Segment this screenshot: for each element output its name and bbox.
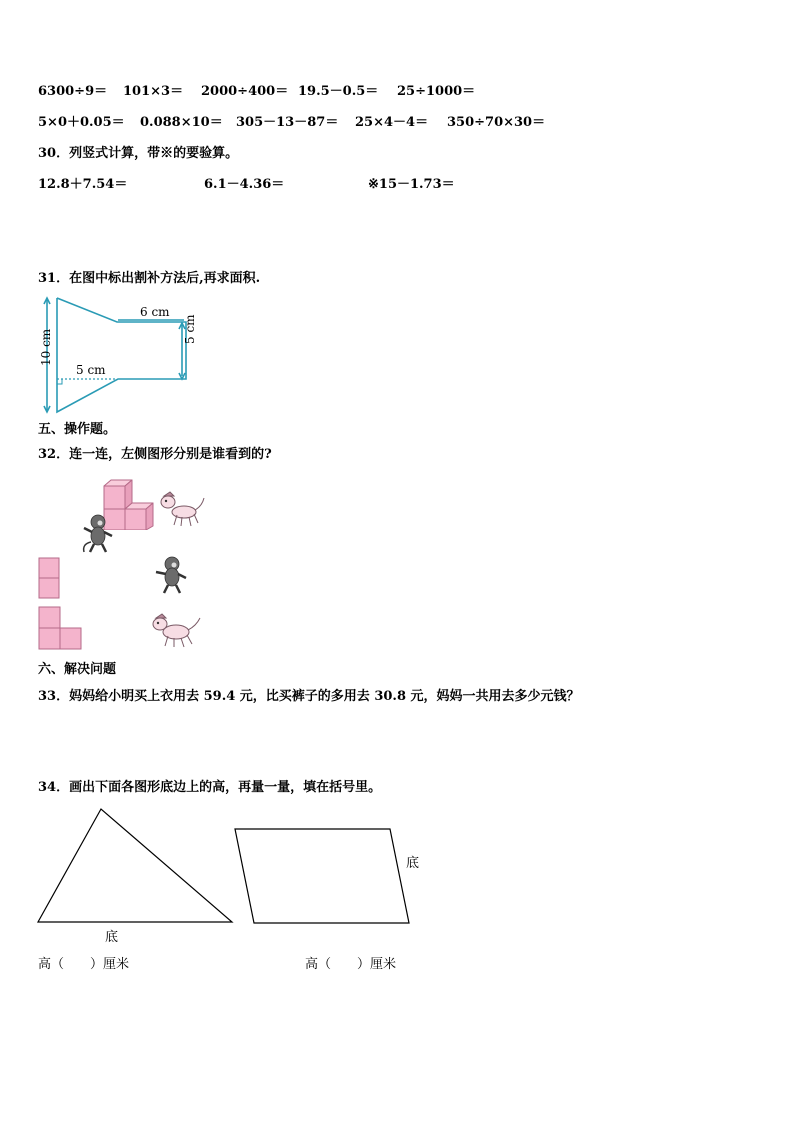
calc-2-2: 0.088×10＝ — [140, 115, 223, 130]
q32-dog-icon-top — [158, 490, 206, 528]
q34-parallelogram — [230, 825, 414, 927]
q34-parallelogram-base-label: 底 — [406, 856, 420, 871]
q34-triangle — [34, 805, 240, 927]
calc-1-4: 19.5－0.5＝ — [298, 84, 379, 99]
q34-answer-1: 高（ ）厘米 — [38, 957, 130, 972]
q31-label-top: 6 cm — [140, 305, 170, 319]
section6-title: 六、解决问题 — [38, 662, 117, 677]
q32-monkey-icon-top — [78, 514, 116, 554]
q31-label-inner: 5 cm — [76, 363, 106, 377]
q32-view-shape-1 — [38, 557, 62, 601]
calc-2-3: 305－13－87＝ — [236, 115, 339, 130]
q30-item-2: 6.1－4.36＝ — [204, 177, 285, 192]
q33-title: 33．妈妈给小明买上衣用去 59.4 元，比买裤子的多用去 30.8 元，妈妈一共用去多少元钱？ — [38, 689, 580, 704]
q31-label-right: 5 cm — [183, 314, 197, 344]
q30-title: 30．列竖式计算，带※的要验算。 — [38, 146, 239, 161]
q32-view-shape-2 — [38, 606, 84, 652]
calc-2-4: 25×4－4＝ — [355, 115, 429, 130]
calc-1-3: 2000÷400＝ — [201, 84, 289, 99]
q32-monkey-icon-middle — [152, 556, 190, 594]
q30-item-1: 12.8＋7.54＝ — [38, 177, 128, 192]
q34-answer-2: 高（ ）厘米 — [305, 957, 397, 972]
q31-trapezoid-figure — [36, 292, 226, 418]
q34-title: 34．画出下面各图形底边上的高，再量一量，填在括号里。 — [38, 780, 382, 795]
calc-1-5: 25÷1000＝ — [397, 84, 476, 99]
q32-dog-icon-bottom — [150, 612, 202, 650]
calc-1-2: 101×3＝ — [123, 84, 184, 99]
calc-1-1: 6300÷9＝ — [38, 84, 108, 99]
q30-item-3: ※15－1.73＝ — [368, 177, 455, 192]
q34-triangle-base-label: 底 — [105, 930, 119, 945]
section5-title: 五、操作题。 — [38, 422, 117, 437]
q32-title: 32．连一连，左侧图形分别是谁看到的? — [38, 447, 272, 462]
q31-label-left: 10 cm — [39, 328, 53, 366]
calc-2-1: 5×0＋0.05＝ — [38, 115, 125, 130]
q31-title: 31．在图中标出割补方法后,再求面积. — [38, 271, 261, 286]
calc-2-5: 350÷70×30＝ — [447, 115, 546, 130]
